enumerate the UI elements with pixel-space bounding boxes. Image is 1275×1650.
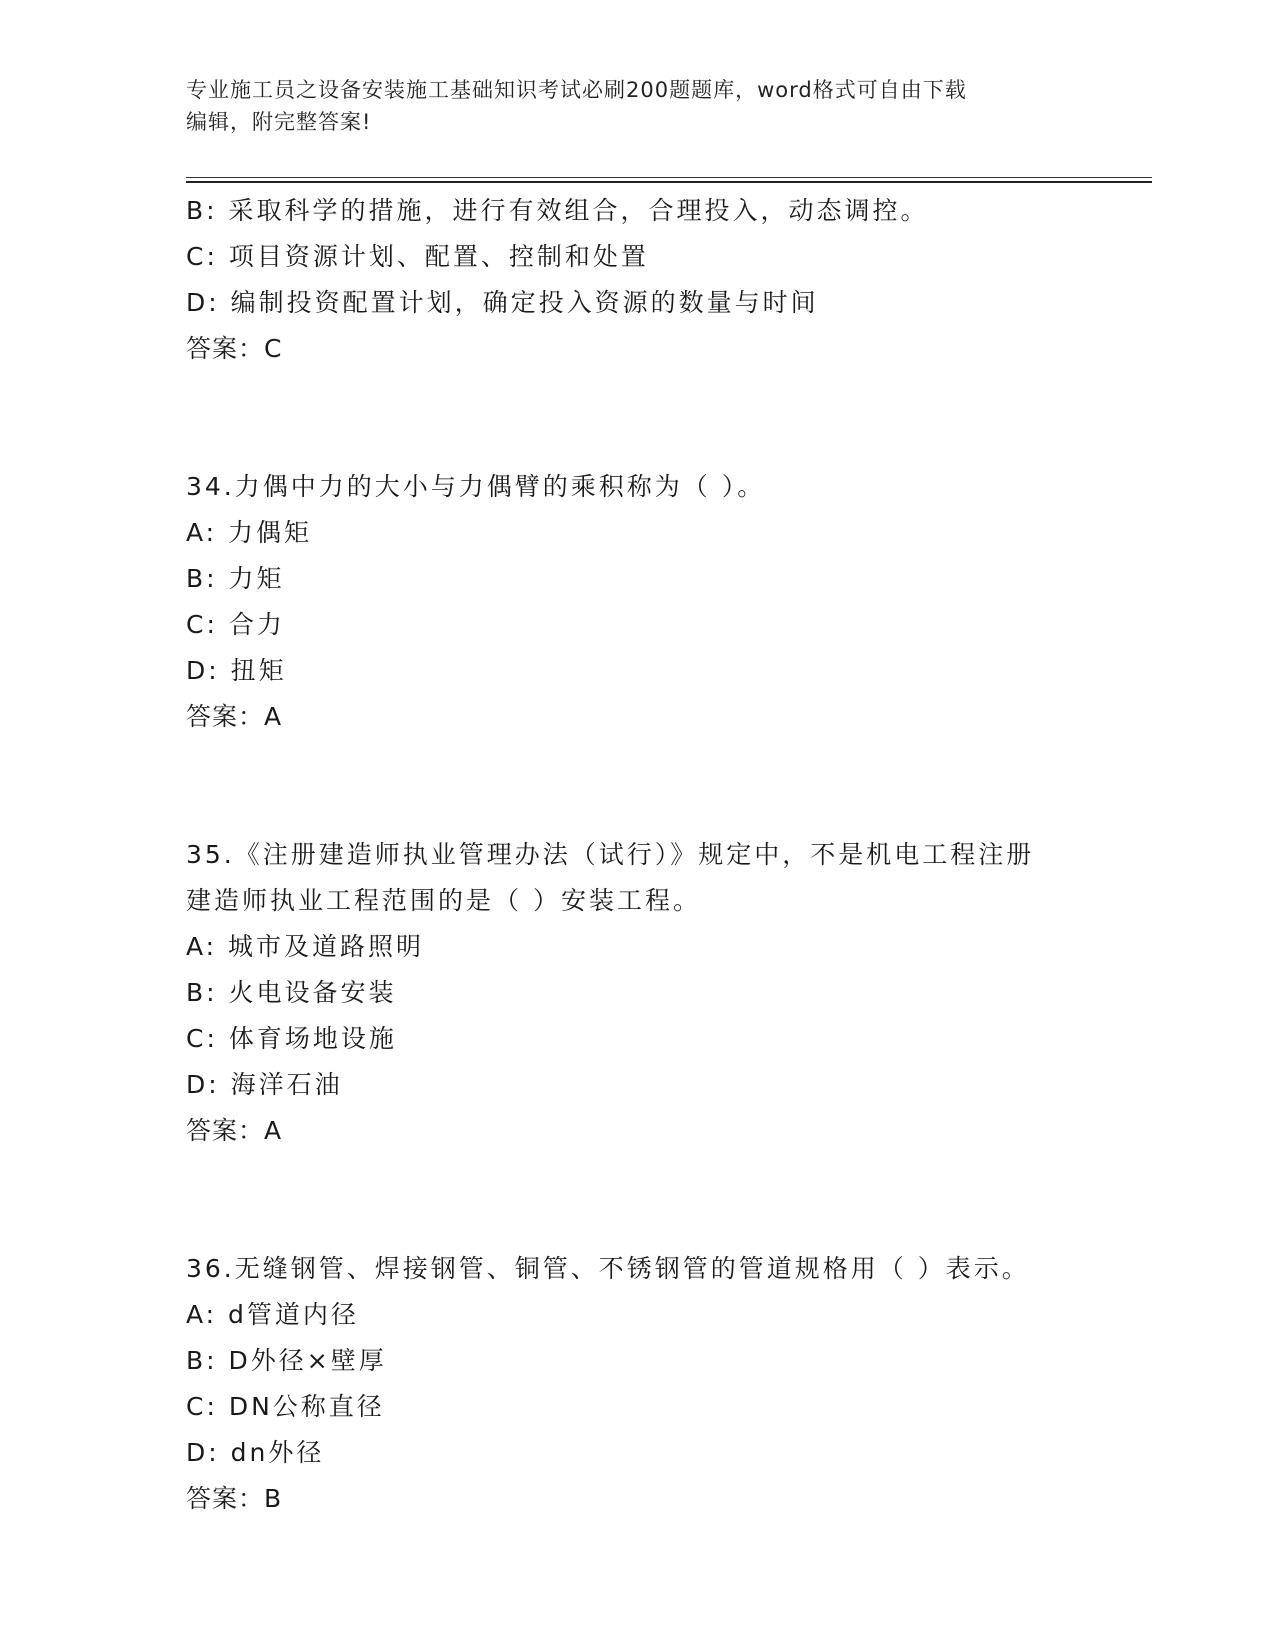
spacer (186, 740, 1086, 832)
question-stem: 36.无缝钢管、焊接钢管、铜管、不锈钢管的管道规格用（ ）表示。 (186, 1254, 1030, 1283)
question-stem-line-2: 建造师执业工程范围的是（ ）安装工程。 (186, 886, 701, 915)
question-36 (186, 1246, 1086, 1522)
answer-line: 答案：B (186, 1484, 283, 1513)
spacer (186, 1154, 1086, 1246)
question-stem-line-1: 35.《注册建造师执业管理办法（试行）》规定中，不是机电工程注册 (186, 840, 1035, 869)
option-d: D: 扭矩 (186, 656, 287, 685)
question-list (186, 188, 1086, 1522)
header-title-line-1: 专业施工员之设备安装施工基础知识考试必刷200题题库，word格式可自由下载 (186, 78, 967, 102)
option-b: B: 采取科学的措施，进行有效组合，合理投入，动态调控。 (186, 196, 929, 225)
question-stem: 34.力偶中力的大小与力偶臂的乘积称为（ ）。 (186, 472, 766, 501)
answer-line: 答案：A (186, 702, 283, 731)
question-34 (186, 464, 1086, 740)
option-c: C: 项目资源计划、配置、控制和处置 (186, 242, 649, 271)
option-d: D: 编制投资配置计划，确定投入资源的数量与时间 (186, 288, 819, 317)
header-divider-thick (186, 181, 1152, 183)
question-33-tail (186, 188, 1086, 372)
option-b: B: 火电设备安装 (186, 978, 397, 1007)
option-c: C: 体育场地设施 (186, 1024, 397, 1053)
option-a: A: d管道内径 (186, 1300, 359, 1329)
page-header (186, 74, 1066, 138)
option-c: C: 合力 (186, 610, 285, 639)
option-c: C: DN公称直径 (186, 1392, 385, 1421)
option-b: B: D外径×壁厚 (186, 1346, 387, 1375)
option-d: D: 海洋石油 (186, 1070, 343, 1099)
option-b: B: 力矩 (186, 564, 285, 593)
answer-line: 答案：A (186, 1116, 283, 1145)
answer-line: 答案：C (186, 334, 283, 363)
question-35 (186, 832, 1086, 1154)
option-a: A: 城市及道路照明 (186, 932, 425, 961)
spacer (186, 372, 1086, 464)
header-divider-thin (186, 177, 1152, 178)
header-title-line-2: 编辑，附完整答案! (186, 110, 372, 134)
option-a: A: 力偶矩 (186, 518, 313, 547)
option-d: D: dn外径 (186, 1438, 325, 1467)
